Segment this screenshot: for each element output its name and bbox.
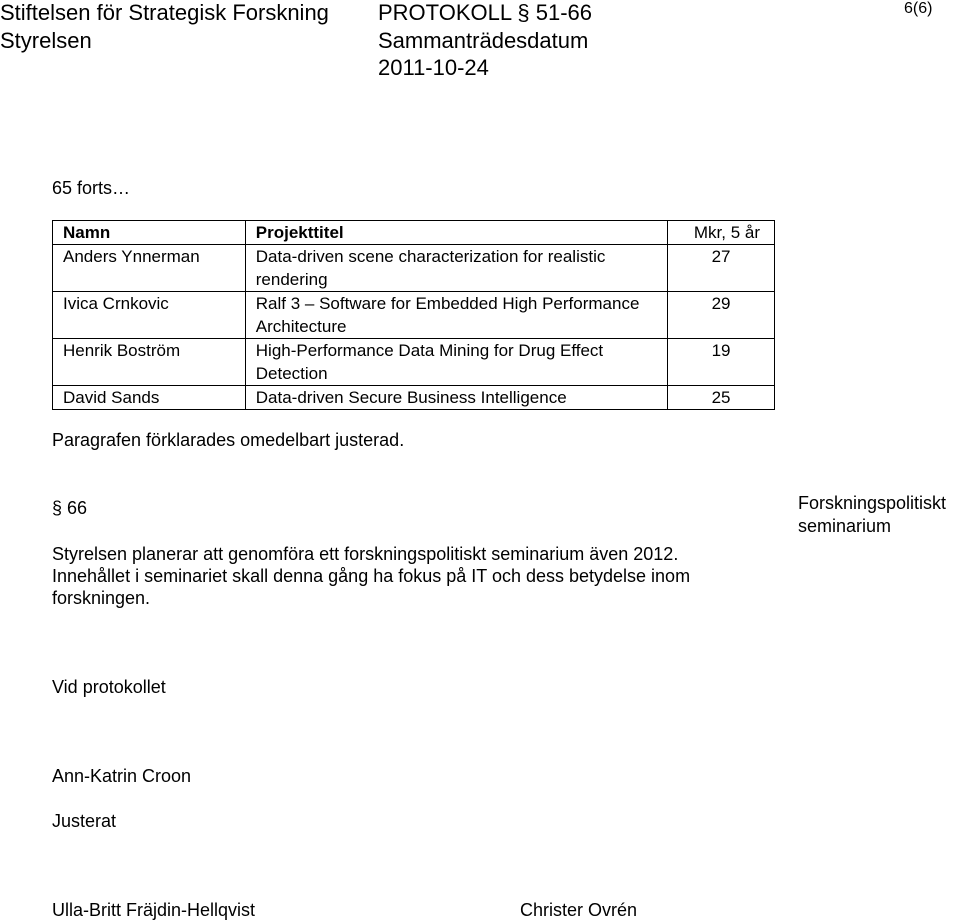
signatory-name: Ann-Katrin Croon (52, 766, 192, 786)
margin-label: Forskningspolitiskt seminarium (798, 493, 947, 536)
table-header-row (53, 221, 775, 245)
cell-title: Ralf 3 – Software for Embedded High Performance Architecture (245, 292, 667, 339)
paragraph-line: forskningen. (52, 588, 151, 608)
cell-title: Data-driven Secure Business Intelligence (245, 386, 667, 410)
signatory-name: Christer Ovrén (520, 900, 638, 920)
signature-caption: Vid protokollet (52, 677, 166, 697)
cell-amount: 29 (668, 292, 775, 339)
section-heading: 65 forts… (52, 178, 131, 198)
protocol-title: PROTOKOLL § 51-66 (378, 0, 592, 25)
table-row (53, 339, 775, 386)
decision-text: Paragrafen förklarades omedelbart justerad. (52, 430, 405, 450)
page-number: 6(6) (904, 0, 933, 17)
meeting-date-label: Sammanträdesdatum (378, 28, 589, 53)
cell-amount: 25 (668, 386, 775, 410)
column-header-amount: Mkr, 5 år (668, 221, 775, 245)
column-header-title: Projekttitel (245, 221, 667, 245)
paragraph-line: Innehållet i seminariet skall denna gång ha fokus på IT och dess betydelse inom (52, 566, 691, 586)
cell-title: High-Performance Data Mining for Drug Effect Detection (245, 339, 667, 386)
cell-amount: 27 (668, 245, 775, 292)
cell-name: Henrik Boström (53, 339, 246, 386)
column-header-name: Namn (53, 221, 246, 245)
paragraph-line: Styrelsen planerar att genomföra ett forskningspolitiskt seminarium även 2012. (52, 544, 679, 564)
cell-title: Data-driven scene characterization for realistic rendering (245, 245, 667, 292)
table-row (53, 245, 775, 292)
cell-name: Anders Ynnerman (53, 245, 246, 292)
table-row (53, 386, 775, 410)
cell-amount: 19 (668, 339, 775, 386)
cell-name: David Sands (53, 386, 246, 410)
project-table (52, 220, 775, 410)
org-name: Stiftelsen för Strategisk Forskning (0, 0, 329, 25)
meeting-date: 2011-10-24 (378, 55, 489, 80)
signatory-name: Ulla-Britt Fräjdin-Hellqvist (52, 900, 256, 920)
section-heading: § 66 (52, 498, 88, 518)
cell-name: Ivica Crnkovic (53, 292, 246, 339)
signature-caption: Justerat (52, 811, 117, 831)
board-name: Styrelsen (0, 28, 92, 53)
table-row (53, 292, 775, 339)
